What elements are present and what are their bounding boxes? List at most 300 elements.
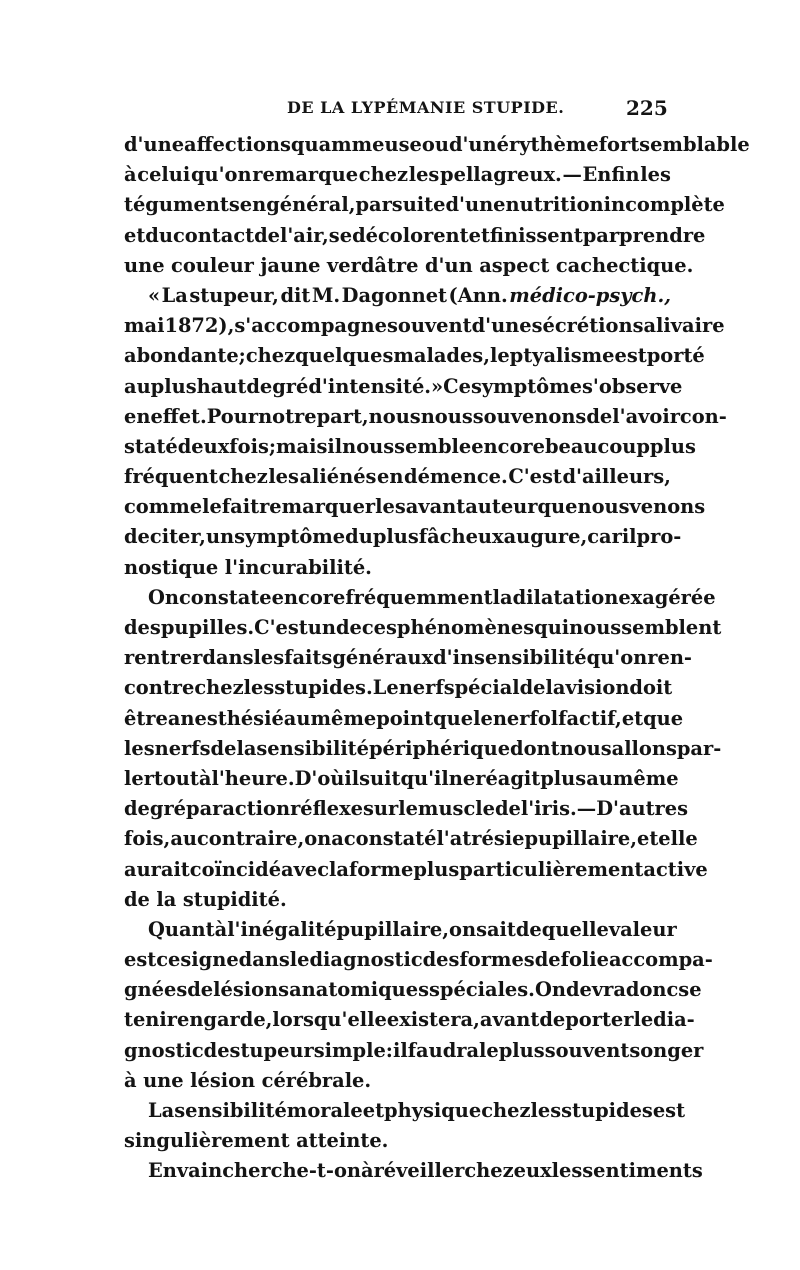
word: suite — [391, 193, 446, 217]
word: finissent — [489, 223, 583, 247]
word: pellagreux. — [440, 163, 562, 187]
word: l'iris. — [520, 797, 577, 821]
word: Quant — [148, 917, 215, 941]
word: rentrer — [124, 646, 203, 670]
word: semble — [394, 434, 472, 458]
word: une — [124, 253, 165, 277]
word: nutrition — [505, 193, 604, 217]
word: contre — [124, 676, 195, 700]
word: contact — [172, 223, 255, 247]
word: par — [186, 797, 223, 821]
word: coïncidé — [189, 857, 282, 881]
word: chez — [358, 163, 409, 187]
word: être — [124, 706, 168, 730]
word: suit — [359, 766, 401, 790]
word: » — [431, 374, 444, 398]
text-line — [124, 794, 689, 824]
word: la — [545, 676, 566, 700]
word: tenir — [124, 1008, 177, 1032]
word: par- — [676, 736, 722, 760]
word: pupillaire, — [336, 917, 450, 941]
word: beaucoup — [544, 434, 650, 458]
word: ces — [361, 616, 397, 639]
word: plus — [372, 525, 419, 549]
word: réagit — [475, 766, 541, 790]
word: venons — [629, 495, 706, 519]
word: au — [124, 374, 151, 398]
word: squammeuse — [280, 133, 422, 156]
word: nerfs — [154, 736, 211, 760]
word: au — [586, 766, 613, 790]
word: forme — [348, 857, 414, 881]
word: les — [243, 676, 275, 700]
word: phénomènes — [396, 616, 535, 639]
word: il — [621, 525, 637, 549]
word: et — [124, 223, 146, 247]
text-line — [124, 1126, 671, 1156]
word: elle — [658, 827, 698, 851]
word: tout — [153, 766, 199, 790]
word: gnées — [124, 978, 188, 1002]
word: en — [176, 1008, 204, 1032]
word: souvent — [386, 314, 472, 338]
word: pupilles. — [160, 616, 255, 639]
word: symptôme — [470, 374, 582, 398]
word: (Ann. — [448, 283, 508, 307]
word: existera, — [386, 1008, 480, 1032]
word: vain — [176, 1159, 223, 1183]
word: l'avoir — [612, 404, 680, 428]
text-line — [124, 945, 713, 975]
word: dont — [510, 736, 560, 760]
word: à — [360, 1159, 374, 1183]
text-line — [124, 190, 725, 220]
word: que — [433, 706, 474, 730]
word: D'autres — [596, 797, 689, 821]
word: à — [198, 766, 212, 790]
word: chez — [218, 465, 268, 489]
word: du — [145, 223, 173, 247]
word: nous — [342, 434, 395, 458]
word: « — [148, 283, 161, 307]
word: avant — [479, 1008, 540, 1032]
word: est — [614, 344, 647, 368]
word: fréquent — [124, 465, 218, 489]
word: donc — [625, 978, 679, 1002]
text-line — [124, 130, 750, 160]
word: de — [515, 917, 542, 941]
text-line — [124, 251, 694, 281]
word: l'inégalité — [227, 917, 337, 941]
word: La — [161, 283, 188, 307]
word: doit — [629, 676, 673, 700]
word: d'un — [448, 133, 497, 156]
word: degré — [246, 374, 309, 398]
word: C'est — [508, 465, 562, 489]
text-line — [124, 915, 677, 945]
word: de — [124, 525, 150, 549]
word: ce — [156, 948, 181, 972]
word: téguments — [124, 193, 240, 217]
word: d'une — [445, 193, 506, 217]
text-line — [124, 583, 716, 613]
word: mais — [276, 434, 328, 458]
word: par — [355, 193, 392, 217]
word: fois, — [124, 827, 171, 851]
word: a — [331, 827, 344, 851]
word: même — [612, 766, 679, 790]
word: cérébrale. — [261, 1068, 372, 1092]
text-line — [124, 1156, 703, 1186]
word: deux — [177, 434, 230, 458]
text-line — [124, 1066, 671, 1096]
word: atteinte. — [296, 1129, 389, 1153]
body-text — [124, 130, 750, 1187]
word: par — [582, 223, 620, 247]
word: démence. — [404, 465, 508, 489]
text-line — [124, 522, 682, 552]
word: d'un — [424, 253, 473, 277]
word: souvenons — [472, 404, 587, 428]
word: réveiller — [373, 1159, 465, 1183]
word: chez — [481, 1099, 531, 1122]
word: les — [530, 1099, 562, 1122]
word: : — [385, 1038, 393, 1062]
word: on — [449, 917, 477, 941]
text-line — [124, 281, 671, 311]
word: décolorent — [352, 223, 469, 247]
text-line — [124, 673, 671, 703]
word: comme — [124, 495, 203, 519]
word: quelle — [541, 917, 609, 941]
word: savant — [394, 495, 466, 519]
word: que — [537, 495, 578, 519]
word: celui — [137, 163, 191, 187]
word: et — [637, 827, 659, 851]
word: en — [239, 193, 267, 217]
text-line — [124, 764, 679, 794]
word: nous — [559, 736, 612, 760]
word: accompa- — [608, 948, 713, 972]
word: eux — [513, 1159, 552, 1183]
word: part, — [316, 404, 369, 428]
text-line — [124, 975, 702, 1005]
word: sécrétion — [531, 314, 633, 338]
word: ren- — [647, 646, 692, 670]
word: citer, — [149, 525, 206, 549]
word: porté — [646, 344, 705, 368]
word: de — [187, 978, 214, 1002]
word: cachectique. — [555, 253, 694, 277]
word: effet. — [150, 404, 207, 428]
text-line — [124, 372, 683, 402]
word: faits — [284, 646, 333, 670]
word: qu'on — [586, 646, 648, 670]
word: symptôme — [234, 525, 346, 549]
word: la — [329, 857, 349, 881]
word: de — [519, 676, 546, 700]
word: le — [473, 706, 493, 730]
word: muscle — [417, 797, 495, 821]
word: lorsqu'elle — [272, 1008, 387, 1032]
word: de — [124, 887, 150, 911]
word: abondante; — [124, 344, 246, 368]
word: salivaire — [632, 314, 725, 338]
word: faudra — [407, 1038, 480, 1062]
word: plus — [540, 766, 587, 790]
text-line — [124, 402, 727, 432]
word: car — [587, 525, 622, 549]
word: il — [392, 1038, 408, 1062]
word: se — [678, 978, 702, 1002]
word: plus — [649, 434, 696, 458]
text-line — [124, 553, 671, 583]
word: l'heure. — [211, 766, 295, 790]
text-line — [124, 1005, 695, 1035]
word: Pour — [206, 404, 259, 428]
word: la — [156, 887, 177, 911]
word: le — [398, 797, 418, 821]
word: aliénés — [299, 465, 377, 489]
word: En — [148, 1159, 177, 1183]
word: allons — [611, 736, 677, 760]
word: songer — [629, 1038, 704, 1062]
text-line — [124, 160, 671, 190]
word: l'atrésie — [436, 827, 525, 851]
word: et — [468, 223, 490, 247]
word: des — [422, 948, 460, 972]
word: On — [534, 978, 566, 1002]
word: stupidité. — [182, 887, 287, 911]
word: On — [148, 585, 179, 609]
word: cherche-t-on — [222, 1159, 361, 1183]
word: de — [539, 1008, 566, 1032]
word: plus — [498, 1038, 545, 1062]
word: la — [492, 585, 513, 609]
word: qu'on — [190, 163, 252, 187]
word: fréquemment — [345, 585, 493, 609]
word: valeur — [608, 917, 677, 941]
word: de — [203, 1038, 230, 1062]
word: Ce — [443, 374, 471, 398]
word: qu'il — [400, 766, 449, 790]
word: — — [576, 797, 597, 821]
word: Dagonnet — [341, 283, 447, 307]
word: point — [376, 706, 434, 730]
word: les — [408, 163, 440, 187]
text-line — [124, 432, 696, 462]
word: nous — [569, 616, 622, 639]
word: prendre — [619, 223, 706, 247]
text-line — [124, 855, 708, 885]
word: diagnostic — [309, 948, 423, 972]
word: — — [562, 163, 582, 187]
word: stupeur, — [189, 283, 279, 307]
word: érythème — [496, 133, 599, 156]
word: Le — [372, 676, 399, 700]
word: pupillaire, — [524, 827, 637, 851]
word: le — [479, 1038, 499, 1062]
text-line — [124, 613, 722, 643]
word: dia- — [653, 1008, 695, 1032]
word: degré — [124, 797, 187, 821]
word: de — [254, 223, 280, 247]
word: stupeur — [229, 1038, 314, 1062]
word: anesthésié — [167, 706, 284, 730]
word: du — [345, 525, 373, 549]
word: chez — [245, 344, 296, 368]
word: garde, — [203, 1008, 273, 1032]
word: un — [307, 616, 336, 639]
word: physique — [384, 1099, 482, 1122]
word: signe — [180, 948, 239, 972]
word: dilatation — [512, 585, 619, 609]
word: aurait — [124, 857, 190, 881]
word: le — [289, 948, 310, 972]
word: couleur — [171, 253, 254, 277]
text-line — [124, 492, 706, 522]
word: exagérée — [618, 585, 716, 609]
word: plus — [413, 857, 460, 881]
word: ou — [421, 133, 449, 156]
text-line — [124, 341, 705, 371]
word: active — [643, 857, 708, 881]
word: d'une — [471, 314, 532, 338]
word: spécial — [443, 676, 520, 700]
word: con- — [679, 404, 727, 428]
word: de — [586, 404, 613, 428]
word: encore — [471, 434, 545, 458]
word: s'accompagne — [234, 314, 387, 338]
word: ler — [124, 766, 154, 790]
word: est — [652, 1099, 686, 1122]
word: souvent — [544, 1038, 630, 1062]
word: dans — [238, 948, 290, 972]
word: chez — [464, 1159, 514, 1183]
word: nous — [368, 404, 421, 428]
word: d'insensibilité — [433, 646, 587, 670]
word: auteur — [465, 495, 538, 519]
word: Enfin — [582, 163, 640, 187]
word: stupides — [561, 1099, 653, 1122]
word: malades, — [393, 344, 490, 368]
word: mai — [124, 314, 165, 338]
text-line — [124, 704, 684, 734]
word: notre — [258, 404, 317, 428]
word: gnostic — [124, 1038, 204, 1062]
word: est — [124, 948, 157, 972]
word: remarquer — [259, 495, 376, 519]
word: d'ailleurs, — [562, 465, 671, 489]
word: se — [328, 223, 353, 247]
word: spéciales. — [429, 978, 535, 1002]
text-line — [124, 734, 722, 764]
text-line — [124, 824, 698, 854]
word: La — [148, 1099, 175, 1122]
word: 1872), — [164, 314, 235, 338]
text-line — [124, 311, 725, 341]
word: à — [124, 1068, 137, 1092]
word: qui — [534, 616, 570, 639]
word: nous — [420, 404, 473, 428]
word: fait — [221, 495, 260, 519]
word: un — [205, 525, 235, 549]
word: particulièrement — [459, 857, 644, 881]
word: incomplète — [603, 193, 725, 217]
word: de — [210, 736, 237, 760]
word: sensibilité — [174, 1099, 287, 1122]
word: lésion — [190, 1068, 256, 1092]
text-line — [124, 643, 692, 673]
word: vision — [565, 676, 630, 700]
word: verdâtre — [327, 253, 419, 277]
word: C'est — [254, 616, 308, 639]
word: semblent — [621, 616, 722, 639]
word: fois; — [229, 434, 277, 458]
word: sur — [362, 797, 399, 821]
word: plus — [150, 374, 197, 398]
word: anatomiques — [289, 978, 430, 1002]
word: le — [202, 495, 222, 519]
text-line — [124, 1036, 704, 1066]
word: avec — [281, 857, 330, 881]
word: réflexe — [290, 797, 363, 821]
word: en — [377, 465, 404, 489]
word: les — [268, 465, 299, 489]
word: sensibilité — [256, 736, 369, 760]
word: à — [214, 917, 228, 941]
word: d'une — [124, 133, 185, 156]
word: et — [621, 706, 644, 730]
word: formes — [459, 948, 535, 972]
word: devra — [565, 978, 626, 1002]
word: affection — [184, 133, 281, 156]
word: l'incurabilité. — [224, 555, 372, 579]
text-line — [124, 885, 671, 915]
word: olfactif, — [537, 706, 622, 730]
word: généraux — [332, 646, 434, 670]
word: staté — [124, 434, 178, 458]
word: stupides. — [274, 676, 373, 700]
word: semblable — [639, 133, 750, 156]
word: fâcheux — [418, 525, 504, 549]
word: périphérique — [368, 736, 511, 760]
word: D'où — [294, 766, 345, 790]
word: haut — [196, 374, 247, 398]
word: morale — [286, 1099, 363, 1122]
word: la — [236, 736, 257, 760]
word: constaté — [343, 827, 437, 851]
word: augure, — [503, 525, 588, 549]
word: jaune — [260, 253, 321, 277]
word: le — [633, 1008, 654, 1032]
word: sentiments — [582, 1159, 703, 1183]
word: action — [222, 797, 291, 821]
word: constate — [179, 585, 272, 609]
word: pro- — [636, 525, 682, 549]
word: quelques — [295, 344, 394, 368]
word: singulièrement — [124, 1129, 290, 1153]
word: folie — [560, 948, 609, 972]
text-line — [124, 1096, 686, 1126]
word: nous — [577, 495, 630, 519]
word: l'air, — [280, 223, 329, 247]
word: fort — [598, 133, 640, 156]
word: s'observe — [581, 374, 683, 398]
word: porter — [565, 1008, 634, 1032]
page-number: 225 — [626, 96, 668, 120]
word: une — [143, 1068, 184, 1092]
